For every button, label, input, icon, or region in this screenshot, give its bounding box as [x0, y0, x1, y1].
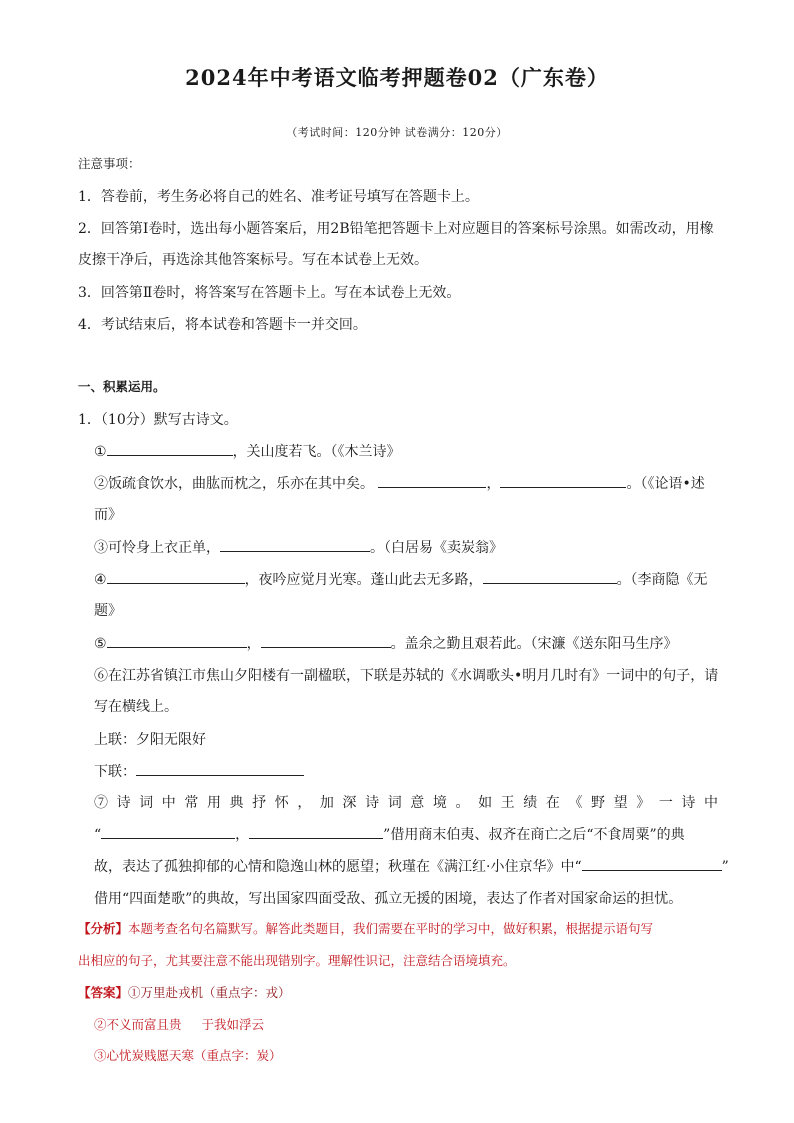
sentence-3-source: 。（白居易《卖炭翁》 [370, 540, 503, 556]
blank-2a[interactable] [378, 473, 486, 488]
sentence-1-text: ，关山度若飞。（《木兰诗》 [232, 444, 401, 460]
open-quote: “ [94, 827, 102, 843]
sentence-4-text: ，夜吟应觉月光寒。蓬山此去无多路， [244, 572, 483, 588]
section-heading: 一、积累运用。 [78, 379, 166, 394]
answer-2 [94, 1015, 264, 1033]
sentence-4-marker: ④ [94, 572, 107, 588]
sentence-5 [94, 633, 678, 653]
sentence-7-line4: 借用“四面楚歌”的典故，写出国家四面受敌、孤立无援的困境，表达了作者对国家命运的担忧。 [94, 891, 683, 907]
note-item-1: 1．答卷前，考生务必将自己的姓名、准考证号填写在答题卡上。 [78, 189, 479, 205]
sentence-2-cont: 而》 [94, 507, 122, 523]
sentence-5-marker: ⑤ [94, 636, 107, 652]
sentence-4-source: 。（李商隐《无 [616, 572, 708, 588]
answer-line-1 [78, 983, 291, 1001]
blank-4b[interactable] [483, 569, 617, 584]
sentence-2-text: ②饭疏食饮水，曲肱而枕之，乐亦在其中矣。 [94, 476, 379, 492]
note-item-4: 4．考试结束后，将本试卷和答题卡一并交回。 [78, 317, 367, 333]
sentence-5-source: 。盖余之勤且艰若此。（宋濂《送东阳马生序》 [390, 636, 678, 652]
blank-5b[interactable] [261, 633, 391, 648]
blank-1[interactable] [107, 441, 233, 456]
analysis-text-1: 本题考查名句名篇默写。解答此类题目，我们需要在平时的学习中，做好积累，根据提示语句写 [128, 921, 654, 936]
analysis-line-1 [78, 919, 653, 937]
exam-info: （考试时间：120分钟 试卷满分：120分） [286, 126, 508, 139]
sentence-6-line2: 写在横线上。 [94, 699, 178, 715]
sentence-3-text: ③可怜身上衣正单， [94, 540, 220, 556]
answer-2-right: 于我如浮云 [201, 1017, 265, 1032]
sentence-7-comma: ， [235, 827, 250, 843]
sentence-1-marker: ① [94, 444, 107, 460]
upper-couplet: 上联：夕阳无限好 [94, 732, 206, 748]
sentence-7-text: ”借用商末伯夷、叔齐在商亡之后“不食周粟”的典 [383, 827, 685, 843]
sentence-4 [94, 569, 708, 589]
answer-3: ③心忧炭贱愿天寒（重点字：炭） [94, 1048, 282, 1063]
lower-couplet-label: 下联： [94, 764, 136, 780]
question-1-stem: 1．（10分）默写古诗文。 [78, 412, 238, 428]
analysis-tag: 【分析】 [78, 921, 129, 936]
sentence-1 [94, 441, 401, 461]
blank-3[interactable] [220, 537, 370, 552]
sentence-3 [94, 537, 503, 557]
note-item-3: 3．回答第Ⅱ卷时，将答案写在答题卡上。写在本试卷上无效。 [78, 285, 461, 301]
answer-2-left: ②不义而富且贵 [94, 1017, 182, 1032]
lower-couplet [94, 761, 304, 781]
blank-4a[interactable] [107, 569, 245, 584]
answer-1: ①万里赴戎机（重点字：戎） [128, 985, 291, 1000]
blank-6[interactable] [136, 761, 304, 776]
sentence-7-line3 [94, 856, 729, 876]
note-item-2-cont: 皮擦干净后，再选涂其他答案标号。写在本试卷上无效。 [78, 252, 428, 268]
sentence-7-line2 [94, 824, 685, 844]
sentence-7-line1: ⑦诗词中常用典抒怀，加深诗词意境。如王绩在《野望》一诗中 [94, 795, 718, 811]
sentence-6-line1: ⑥在江苏省镇江市焦山夕阳楼有一副楹联，下联是苏轼的《水调歌头•明月几时有》一词中的句子，请 [94, 668, 719, 684]
page-title: 2024年中考语文临考押题卷02（广东卷） [185, 65, 609, 90]
close-quote: ” [721, 859, 729, 875]
note-item-2: 2．回答第Ⅰ卷时，选出每小题答案后，用2B铅笔把答题卡上对应题目的答案标号涂黑。如需改动，用橡 [78, 221, 714, 237]
sentence-4-cont: 题》 [94, 603, 122, 619]
analysis-line-2: 出相应的句子，尤其要注意不能出现错别字。理解性识记，注意结合语境填充。 [78, 953, 516, 968]
sentence-5-comma: ， [246, 636, 261, 652]
notes-heading: 注意事项： [78, 156, 141, 171]
blank-7b[interactable] [249, 824, 383, 839]
blank-7a[interactable] [101, 824, 235, 839]
blank-2b[interactable] [500, 473, 626, 488]
sentence-2-comma: ， [486, 476, 501, 492]
answer-tag: 【答案】 [78, 985, 129, 1000]
sentence-2 [94, 473, 705, 493]
sentence-2-source: 。（《论语•述 [626, 476, 705, 492]
blank-5a[interactable] [107, 633, 247, 648]
sentence-7-line3-text: 故，表达了孤独抑郁的心情和隐逸山林的愿望；秋瑾在《满江红·小住京华》中“ [94, 859, 582, 875]
blank-7c[interactable] [582, 856, 722, 871]
